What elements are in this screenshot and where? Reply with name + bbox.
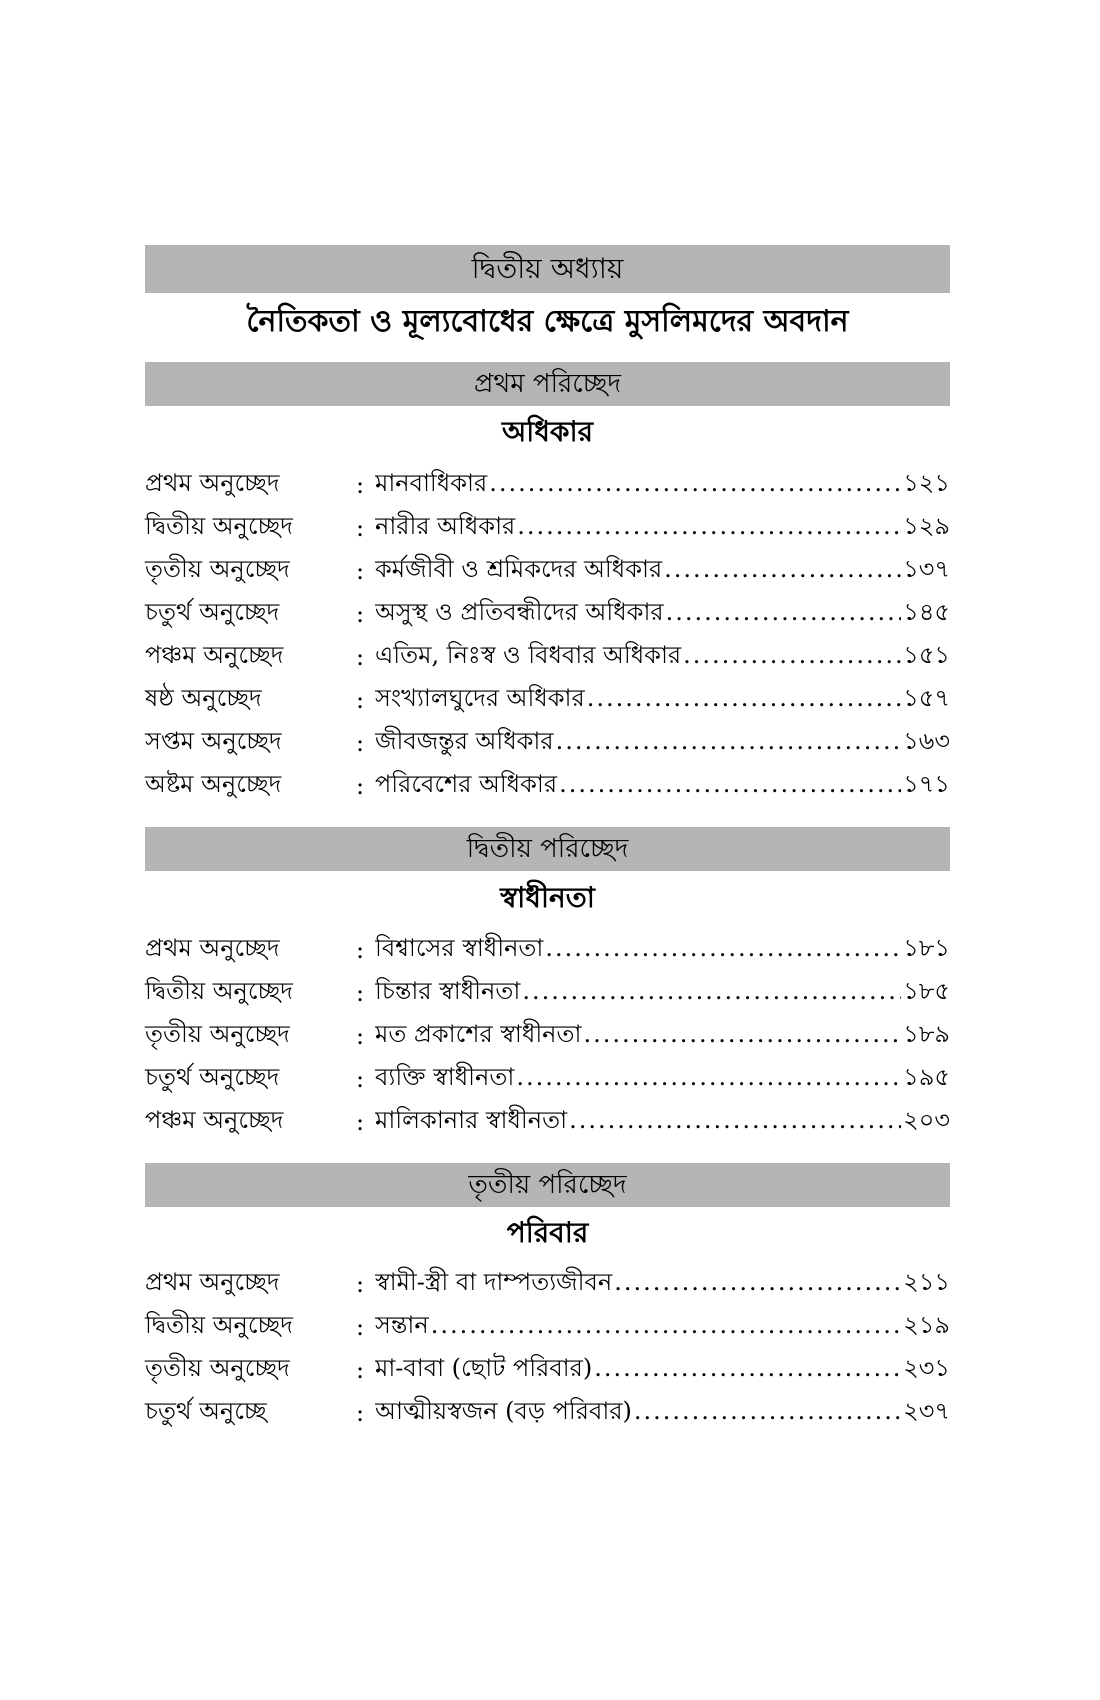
section-label: প্রথম পরিচ্ছেদ bbox=[473, 369, 622, 399]
entry-title: মালিকানার স্বাধীনতা bbox=[375, 1106, 568, 1134]
entry-colon: : bbox=[355, 1356, 365, 1384]
toc-entry[interactable] bbox=[145, 766, 950, 806]
entry-label: দ্বিতীয় অনুচ্ছেদ bbox=[145, 1311, 293, 1339]
toc-entry[interactable] bbox=[145, 551, 950, 591]
entry-page: ১৫৭ bbox=[903, 684, 950, 712]
toc-entry[interactable] bbox=[145, 723, 950, 763]
entry-colon: : bbox=[355, 1270, 365, 1298]
section-title: পরিবার bbox=[506, 1216, 589, 1249]
entry-label: প্রথম অনুচ্ছেদ bbox=[145, 469, 280, 497]
entry-colon: : bbox=[355, 772, 365, 800]
entry-label: পঞ্চম অনুচ্ছেদ bbox=[145, 1106, 284, 1134]
dot-leader bbox=[545, 934, 901, 962]
entry-colon: : bbox=[355, 643, 365, 671]
entry-colon: : bbox=[355, 1022, 365, 1050]
entry-label: তৃতীয় অনুচ্ছেদ bbox=[145, 1354, 290, 1382]
chapter-band bbox=[145, 245, 950, 293]
entry-label: ষষ্ঠ অনুচ্ছেদ bbox=[145, 684, 262, 712]
dot-leader bbox=[583, 1020, 901, 1048]
entry-colon: : bbox=[355, 686, 365, 714]
entry-title: জীবজন্তুর অধিকার bbox=[375, 727, 554, 755]
entry-page: ১৫১ bbox=[903, 641, 950, 669]
entry-label: অষ্টম অনুচ্ছেদ bbox=[145, 770, 282, 798]
entry-page: ২১১ bbox=[903, 1268, 950, 1296]
entry-title: এতিম, নিঃস্ব ও বিধবার অধিকার bbox=[375, 641, 682, 669]
dot-leader bbox=[634, 1397, 901, 1425]
entry-title: মত প্রকাশের স্বাধীনতা bbox=[375, 1020, 582, 1048]
entry-label: তৃতীয় অনুচ্ছেদ bbox=[145, 555, 290, 583]
chapter-title: নৈতিকতা ও মূল্যবোধের ক্ষেত্রে মুসলিমদের অবদান bbox=[246, 304, 849, 339]
entry-page: ১৮১ bbox=[903, 934, 950, 962]
toc-entry[interactable] bbox=[145, 1016, 950, 1056]
entry-title: মানবাধিকার bbox=[375, 469, 488, 497]
entry-title: সন্তান bbox=[375, 1311, 429, 1339]
dot-leader bbox=[666, 598, 902, 626]
entry-colon: : bbox=[355, 1108, 365, 1136]
entry-title: চিন্তার স্বাধীনতা bbox=[375, 977, 521, 1005]
entry-colon: : bbox=[355, 600, 365, 628]
dot-leader bbox=[683, 641, 901, 669]
entry-title: স্বামী-স্ত্রী বা দাম্পত্যজীবন bbox=[375, 1268, 613, 1296]
entry-colon: : bbox=[355, 936, 365, 964]
entry-colon: : bbox=[355, 729, 365, 757]
toc-entry[interactable] bbox=[145, 1307, 950, 1347]
entry-title: কর্মজীবী ও শ্রমিকদের অধিকার bbox=[375, 555, 663, 583]
entry-label: প্রথম অনুচ্ছেদ bbox=[145, 1268, 280, 1296]
toc-entry[interactable] bbox=[145, 508, 950, 548]
dot-leader bbox=[559, 770, 901, 798]
entry-page: ১২১ bbox=[903, 469, 950, 497]
section-label: দ্বিতীয় পরিচ্ছেদ bbox=[466, 834, 629, 864]
entry-label: সপ্তম অনুচ্ছেদ bbox=[145, 727, 282, 755]
entry-page: ১৩৭ bbox=[903, 555, 950, 583]
section-band bbox=[145, 827, 950, 871]
dot-leader bbox=[556, 727, 902, 755]
entry-page: ১৪৫ bbox=[903, 598, 950, 626]
chapter-label: দ্বিতীয় অধ্যায় bbox=[471, 252, 624, 285]
entry-page: ১২৯ bbox=[903, 512, 950, 540]
dot-leader bbox=[594, 1354, 901, 1382]
toc-entry[interactable] bbox=[145, 1264, 950, 1304]
entry-colon: : bbox=[355, 514, 365, 542]
dot-leader bbox=[516, 1063, 901, 1091]
entry-page: ২১৯ bbox=[903, 1311, 950, 1339]
toc-entry[interactable] bbox=[145, 1102, 950, 1142]
entry-colon: : bbox=[355, 979, 365, 1007]
toc-entry[interactable] bbox=[145, 594, 950, 634]
toc-entry[interactable] bbox=[145, 1059, 950, 1099]
toc-entry[interactable] bbox=[145, 680, 950, 720]
entry-label: দ্বিতীয় অনুচ্ছেদ bbox=[145, 512, 293, 540]
entry-label: তৃতীয় অনুচ্ছেদ bbox=[145, 1020, 290, 1048]
entry-title: অসুস্থ ও প্রতিবন্ধীদের অধিকার bbox=[375, 598, 664, 626]
toc-entry[interactable] bbox=[145, 1393, 950, 1433]
section-band bbox=[145, 1163, 950, 1207]
entry-title: আত্মীয়স্বজন (বড় পরিবার) bbox=[375, 1397, 632, 1425]
dot-leader bbox=[664, 555, 901, 583]
section-band bbox=[145, 362, 950, 406]
dot-leader bbox=[587, 684, 902, 712]
entry-colon: : bbox=[355, 471, 365, 499]
entry-page: ২৩৭ bbox=[903, 1397, 950, 1425]
entry-page: ১৬৩ bbox=[903, 727, 950, 755]
entry-label: চতুর্থ অনুচ্ছে bbox=[145, 1397, 267, 1425]
entry-label: প্রথম অনুচ্ছেদ bbox=[145, 934, 280, 962]
entry-title: নারীর অধিকার bbox=[375, 512, 516, 540]
entry-page: ২০৩ bbox=[903, 1106, 950, 1134]
dot-leader bbox=[569, 1106, 901, 1134]
toc-entry[interactable] bbox=[145, 465, 950, 505]
entry-colon: : bbox=[355, 557, 365, 585]
entry-colon: : bbox=[355, 1065, 365, 1093]
entry-page: ১৯৫ bbox=[903, 1063, 950, 1091]
entry-title: সংখ্যালঘুদের অধিকার bbox=[375, 684, 585, 712]
section-title: অধিকার bbox=[501, 415, 594, 448]
dot-leader bbox=[489, 469, 901, 497]
section-title: স্বাধীনতা bbox=[500, 881, 595, 914]
entry-page: ১৮৫ bbox=[903, 977, 950, 1005]
entry-page: ১৮৯ bbox=[903, 1020, 950, 1048]
entry-colon: : bbox=[355, 1399, 365, 1427]
dot-leader bbox=[614, 1268, 901, 1296]
dot-leader bbox=[517, 512, 901, 540]
entry-title: মা-বাবা (ছোট পরিবার) bbox=[375, 1354, 593, 1382]
dot-leader bbox=[522, 977, 901, 1005]
entry-label: পঞ্চম অনুচ্ছেদ bbox=[145, 641, 284, 669]
toc-entry[interactable] bbox=[145, 973, 950, 1013]
entry-title: পরিবেশের অধিকার bbox=[375, 770, 558, 798]
entry-label: চতুর্থ অনুচ্ছেদ bbox=[145, 1063, 280, 1091]
entry-page: ১৭১ bbox=[903, 770, 950, 798]
entry-page: ২৩১ bbox=[903, 1354, 950, 1382]
entry-colon: : bbox=[355, 1313, 365, 1341]
entry-title: বিশ্বাসের স্বাধীনতা bbox=[375, 934, 544, 962]
toc-entry[interactable] bbox=[145, 637, 950, 677]
entry-title: ব্যক্তি স্বাধীনতা bbox=[375, 1063, 515, 1091]
entry-label: দ্বিতীয় অনুচ্ছেদ bbox=[145, 977, 293, 1005]
entry-label: চতুর্থ অনুচ্ছেদ bbox=[145, 598, 280, 626]
section-label: তৃতীয় পরিচ্ছেদ bbox=[468, 1170, 627, 1200]
toc-entry[interactable] bbox=[145, 1350, 950, 1390]
toc-entry[interactable] bbox=[145, 930, 950, 970]
dot-leader bbox=[431, 1311, 902, 1339]
